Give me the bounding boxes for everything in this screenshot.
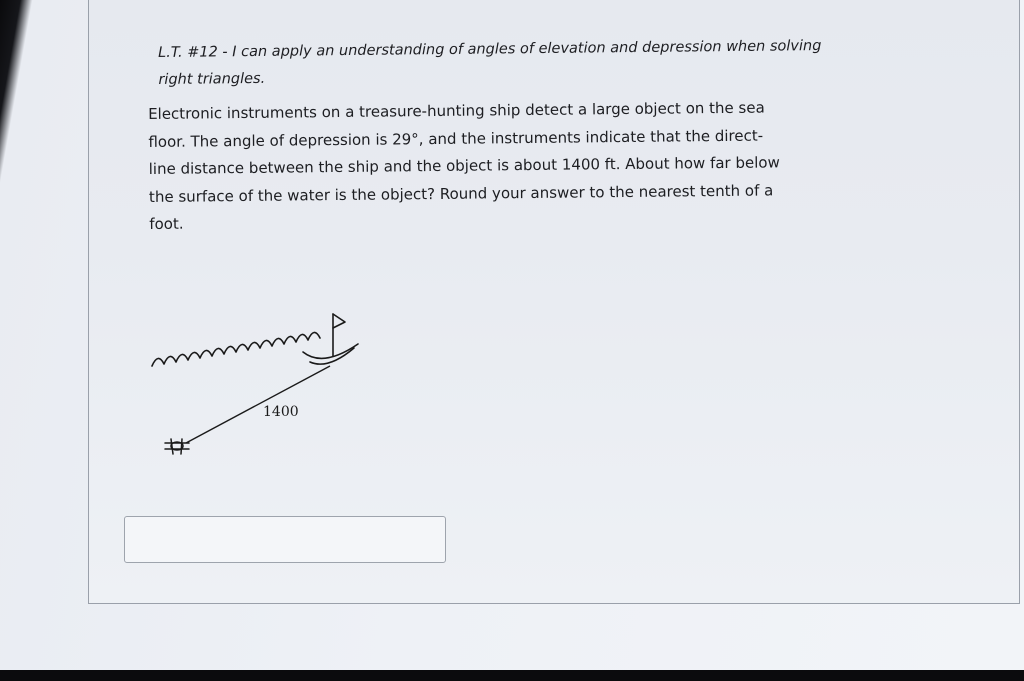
problem-diagram xyxy=(140,300,380,470)
learning-target xyxy=(158,32,939,94)
problem-line: foot. xyxy=(149,214,184,233)
problem-line: the surface of the water is the object? Round your answer to the nearest tenth of a xyxy=(148,180,774,206)
problem-line: line distance between the ship and the object is about 1400 ft. About how far below xyxy=(148,153,780,178)
waves-icon xyxy=(152,332,320,366)
problem-line: Electronic instruments on a treasure-hunting ship detect a large object on the sea xyxy=(148,98,765,123)
screen-bezel xyxy=(0,670,1024,681)
treasure-object-icon xyxy=(165,439,189,454)
distance-label: 1400 xyxy=(263,404,299,420)
ship-icon xyxy=(303,314,358,364)
problem-line: floor. The angle of depression is 29°, and the instruments indicate that the direct- xyxy=(148,126,764,151)
learning-target-line: right triangles. xyxy=(158,70,266,88)
problem-text xyxy=(148,93,949,239)
line-of-sight xyxy=(186,366,330,443)
answer-input[interactable] xyxy=(124,516,446,563)
learning-target-line: L.T. #12 - I can apply an understanding of angles of elevation and depression when solving xyxy=(158,38,822,61)
